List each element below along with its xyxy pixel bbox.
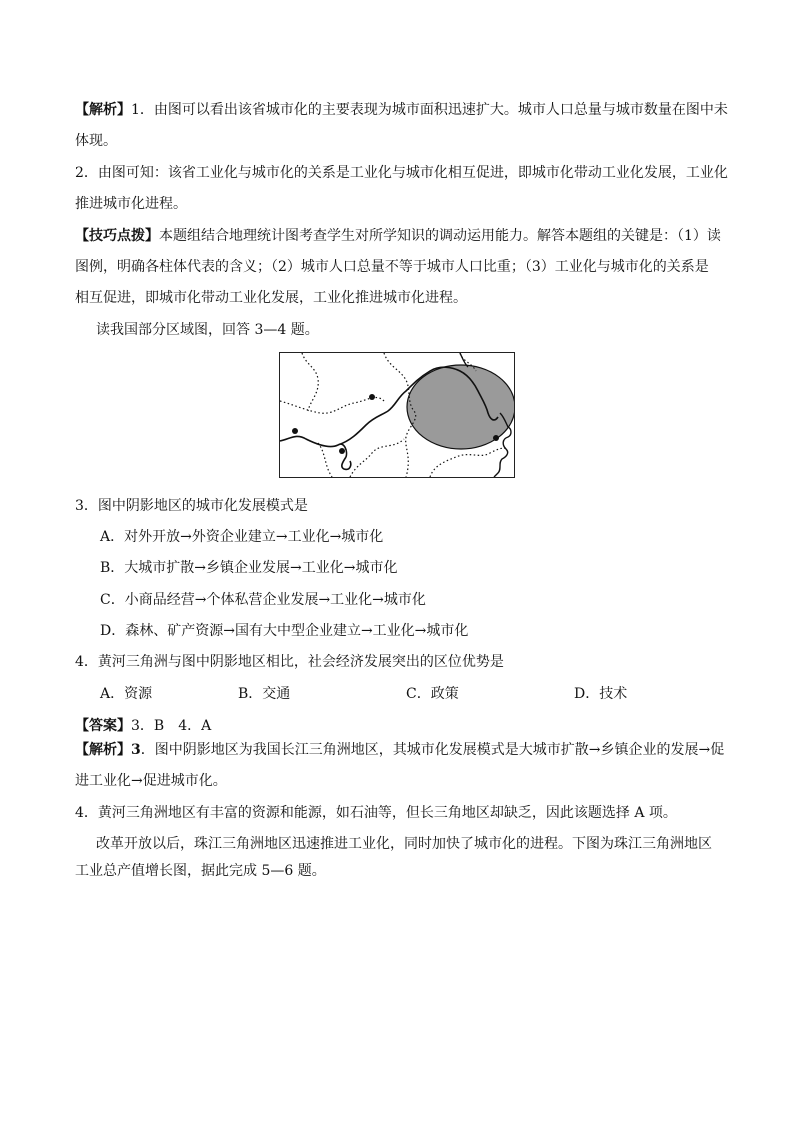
question-4-option-b: B．交通 — [238, 686, 291, 702]
city-dot — [339, 448, 345, 454]
intro-5-6-line-1: 改革开放以后，珠江三角洲地区迅速推进工业化，同时加快了城市化的进程。下图为珠江三角洲地区 — [96, 836, 712, 852]
answer-line — [75, 716, 725, 736]
intro-3-4: 读我国部分区域图，回答 3—4 题。 — [96, 322, 319, 338]
boundary-line — [318, 443, 332, 477]
city-dot — [292, 428, 298, 434]
analysis-2-line-1: 2．由图可知：该省工业化与城市化的关系是工业化与城市化相互促进，即城市化带动工业化发展，工业化 — [75, 165, 728, 181]
boundary-line — [302, 353, 318, 411]
tips-tag: 【技巧点拨】 — [75, 228, 159, 244]
question-4-option-d: D．技术 — [574, 686, 628, 702]
analysis-tag: 【解析】 — [75, 102, 131, 118]
analysis-1-text: 1．由图可以看出该省城市化的主要表现为城市面积迅速扩大。城市人口总量与城市数量在图中未 — [131, 102, 728, 118]
region-map-svg — [280, 353, 514, 477]
answer-text: 3．B 4．A — [131, 718, 212, 734]
tips-line-2: 图例，明确各柱体代表的含义；（2）城市人口总量不等于城市人口比重；（3）工业化与城市化的关系是 — [75, 259, 709, 275]
question-4-options — [100, 684, 700, 704]
analysis-3-text: ．图中阴影地区为我国长江三角洲地区，其城市化发展模式是大城市扩散→乡镇企业的发展→促 — [140, 742, 725, 758]
tips-line-3: 相互促进，即城市化带动工业化发展，工业化推进城市化进程。 — [75, 290, 467, 306]
answer-tag: 【答案】 — [75, 718, 131, 734]
question-3-option-c: C．小商品经营→个体私营企业发展→工业化→城市化 — [100, 592, 426, 608]
region-map — [279, 352, 515, 478]
analysis-tag: 【解析】 — [75, 742, 131, 758]
question-3-option-b: B．大城市扩散→乡镇企业发展→工业化→城市化 — [100, 560, 398, 576]
question-3-option-a: A．对外开放→外资企业建立→工业化→城市化 — [100, 529, 384, 545]
analysis-1-line-1 — [75, 100, 728, 120]
intro-5-6-line-2: 工业总产值增长图，据此完成 5—6 题。 — [75, 863, 326, 879]
question-3-stem: 3．图中阴影地区的城市化发展模式是 — [75, 498, 308, 514]
question-4-option-c: C．政策 — [406, 686, 459, 702]
question-4-option-a: A．资源 — [100, 686, 153, 702]
question-3-option-d: D．森林、矿产资源→国有大中型企业建立→工业化→城市化 — [100, 623, 469, 639]
boundary-line — [280, 398, 384, 414]
analysis-3-number: 3 — [131, 742, 141, 758]
city-dot — [493, 435, 499, 441]
analysis-3-4-line-3: 4．黄河三角洲地区有丰富的资源和能源，如石油等，但长三角地区却缺乏，因此该题选择 A 项。 — [75, 805, 677, 821]
tips-text: 本题组结合地理统计图考查学生对所学知识的调动运用能力。解答本题组的关键是：（1）读 — [159, 228, 721, 244]
city-dot — [369, 394, 375, 400]
boundary-line — [430, 448, 508, 477]
analysis-2-line-2: 推进城市化进程。 — [75, 196, 187, 212]
analysis-1-line-2: 体现。 — [75, 133, 117, 149]
tips-line-1 — [75, 226, 725, 246]
question-4-stem: 4．黄河三角洲与图中阴影地区相比，社会经济发展突出的区位优势是 — [75, 654, 504, 670]
boundary-line — [350, 439, 404, 477]
analysis-3-4-line-2: 进工业化→促进城市化。 — [75, 773, 227, 789]
analysis-3-4-line-1 — [75, 740, 725, 760]
